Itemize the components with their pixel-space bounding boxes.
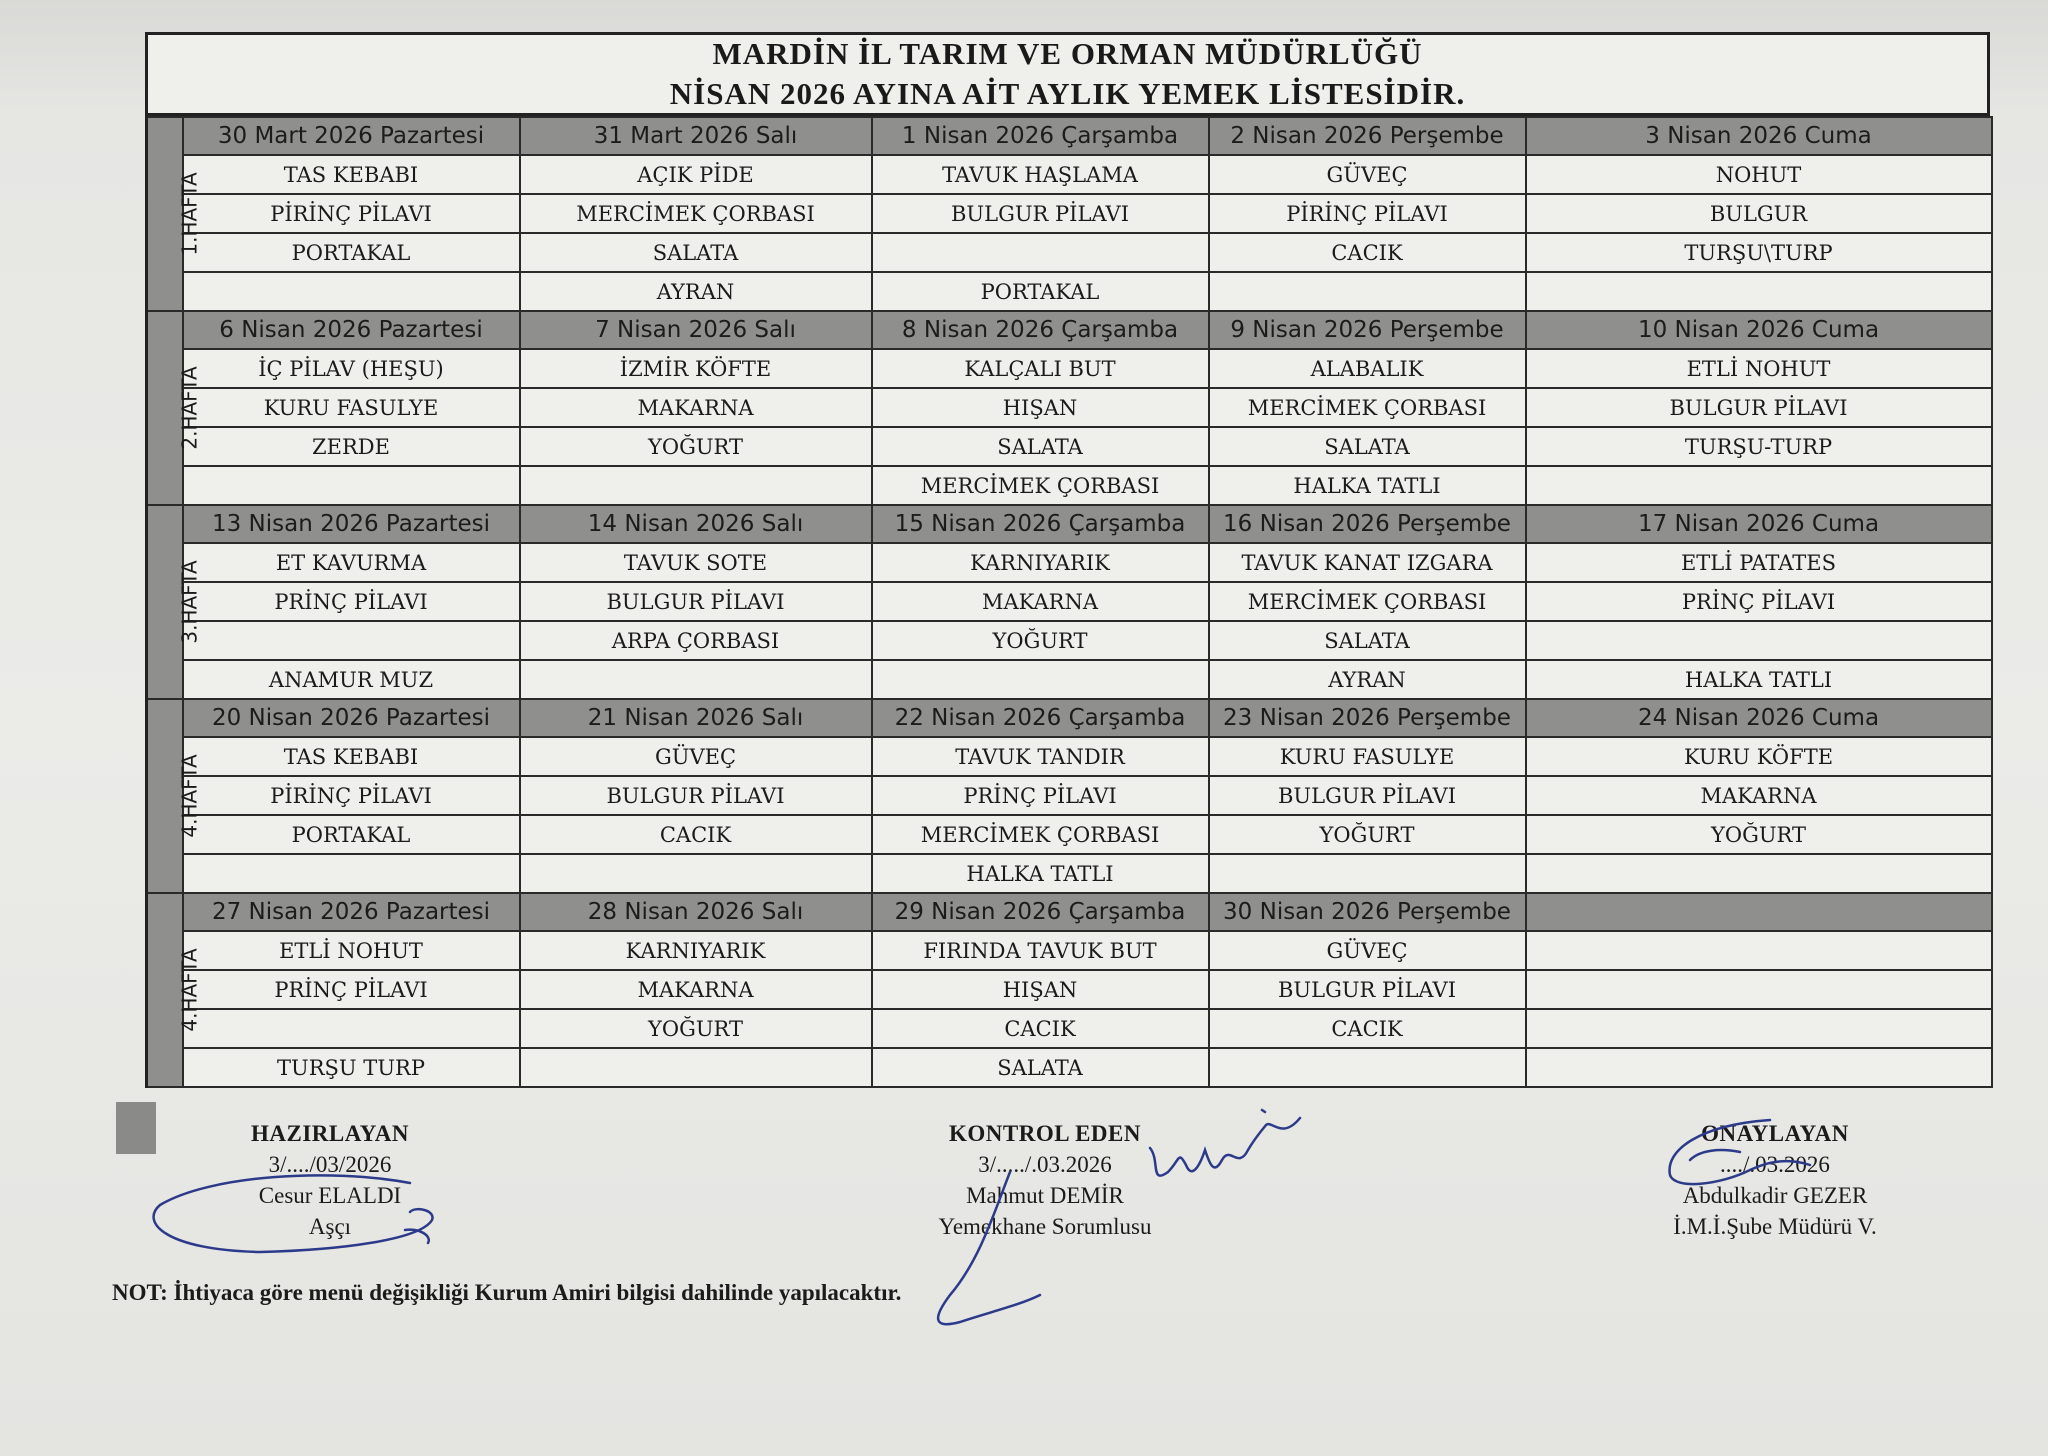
- week-label-cell: [147, 505, 202, 699]
- prepared-role: HAZIRLAYAN: [251, 1121, 409, 1146]
- week-label-cell: [147, 117, 202, 311]
- menu-item: [183, 854, 520, 893]
- menu-row: [147, 854, 1992, 893]
- menu-item: İZMİR KÖFTE: [520, 349, 872, 388]
- menu-item: SALATA: [1209, 427, 1526, 466]
- menu-item: PORTAKAL: [183, 233, 520, 272]
- menu-sheet: [145, 32, 1990, 1088]
- menu-item: HALKA TATLI: [1209, 466, 1526, 505]
- menu-item: ET KAVURMA: [183, 543, 520, 582]
- day-header: 29 Nisan 2026 Çarşamba: [872, 893, 1209, 931]
- menu-item: [1526, 931, 1992, 970]
- day-header: 28 Nisan 2026 Salı: [520, 893, 872, 931]
- menu-item: HIŞAN: [872, 970, 1209, 1009]
- menu-item: GÜVEÇ: [1209, 931, 1526, 970]
- menu-item: PRİNÇ PİLAVI: [183, 970, 520, 1009]
- menu-item: İÇ PİLAV (HEŞU): [183, 349, 520, 388]
- menu-item: PİRİNÇ PİLAVI: [1209, 194, 1526, 233]
- menu-item: [1209, 272, 1526, 311]
- menu-row: [147, 155, 1992, 194]
- prepared-title: Aşçı: [308, 1214, 352, 1239]
- menu-row: [147, 427, 1992, 466]
- menu-row: [147, 931, 1992, 970]
- week-label: 3.HAFTA: [177, 560, 202, 644]
- menu-item: BULGUR PİLAVI: [1209, 970, 1526, 1009]
- checked-name: Mahmut DEMİR: [966, 1183, 1124, 1208]
- day-header: 6 Nisan 2026 Pazartesi: [183, 311, 520, 349]
- menu-item: CACIK: [520, 815, 872, 854]
- menu-item: BULGUR PİLAVI: [520, 776, 872, 815]
- menu-item: PORTAKAL: [183, 815, 520, 854]
- menu-item: ARPA ÇORBASI: [520, 621, 872, 660]
- menu-item: [1526, 621, 1992, 660]
- menu-item: TURŞU TURP: [183, 1048, 520, 1087]
- menu-item: PRİNÇ PİLAVI: [183, 582, 520, 621]
- menu-row: [147, 621, 1992, 660]
- menu-item: TAVUK TANDIR: [872, 737, 1209, 776]
- menu-item: MAKARNA: [520, 970, 872, 1009]
- menu-item: MERCİMEK ÇORBASI: [872, 815, 1209, 854]
- day-header: 21 Nisan 2026 Salı: [520, 699, 872, 737]
- menu-item: AYRAN: [1209, 660, 1526, 699]
- menu-item: [872, 233, 1209, 272]
- day-header: 7 Nisan 2026 Salı: [520, 311, 872, 349]
- menu-row: [147, 194, 1992, 233]
- menu-item: CACIK: [872, 1009, 1209, 1048]
- menu-item: KURU FASULYE: [183, 388, 520, 427]
- menu-item: [1526, 1009, 1992, 1048]
- menu-item: [183, 621, 520, 660]
- day-header: 13 Nisan 2026 Pazartesi: [183, 505, 520, 543]
- menu-row: [147, 1048, 1992, 1087]
- menu-item: PORTAKAL: [872, 272, 1209, 311]
- menu-table: [145, 116, 1993, 1088]
- week-header-row: [147, 117, 1992, 155]
- day-header: 15 Nisan 2026 Çarşamba: [872, 505, 1209, 543]
- menu-item: MERCİMEK ÇORBASI: [872, 466, 1209, 505]
- menu-item: HIŞAN: [872, 388, 1209, 427]
- menu-item: PİRİNÇ PİLAVI: [183, 194, 520, 233]
- menu-item: TAS KEBABI: [183, 155, 520, 194]
- menu-item: YOĞURT: [1526, 815, 1992, 854]
- checked-title: Yemekhane Sorumlusu: [938, 1214, 1152, 1239]
- checked-by-block: [905, 1118, 1185, 1242]
- week-header-row: [147, 311, 1992, 349]
- menu-item: SALATA: [872, 427, 1209, 466]
- menu-item: BULGUR PİLAVI: [872, 194, 1209, 233]
- menu-item: [1526, 854, 1992, 893]
- menu-row: [147, 660, 1992, 699]
- day-header: 2 Nisan 2026 Perşembe: [1209, 117, 1526, 155]
- menu-item: [1526, 970, 1992, 1009]
- approved-by-block: [1630, 1118, 1920, 1242]
- menu-item: MAKARNA: [1526, 776, 1992, 815]
- menu-row: [147, 349, 1992, 388]
- day-header: 30 Nisan 2026 Perşembe: [1209, 893, 1526, 931]
- menu-item: SALATA: [520, 233, 872, 272]
- menu-item: PRİNÇ PİLAVI: [872, 776, 1209, 815]
- title-line-2: NİSAN 2026 AYINA AİT AYLIK YEMEK LİSTESİDİR.: [669, 76, 1466, 111]
- approved-name: Abdulkadir GEZER: [1682, 1183, 1868, 1208]
- menu-item: HALKA TATLI: [872, 854, 1209, 893]
- day-header: 27 Nisan 2026 Pazartesi: [183, 893, 520, 931]
- footer-note: NOT: İhtiyaca göre menü değişikliği Kurum Amiri bilgisi dahilinde yapılacaktır.: [112, 1280, 902, 1305]
- menu-row: [147, 815, 1992, 854]
- day-header: 24 Nisan 2026 Cuma: [1526, 699, 1992, 737]
- menu-item: MERCİMEK ÇORBASI: [1209, 582, 1526, 621]
- menu-item: ZERDE: [183, 427, 520, 466]
- menu-item: [1526, 466, 1992, 505]
- prepared-by-block: [200, 1118, 460, 1242]
- checked-role: KONTROL EDEN: [949, 1121, 1141, 1146]
- menu-row: [147, 543, 1992, 582]
- menu-item: ETLİ PATATES: [1526, 543, 1992, 582]
- menu-item: BULGUR PİLAVI: [1209, 776, 1526, 815]
- menu-item: NOHUT: [1526, 155, 1992, 194]
- week-header-row: [147, 699, 1992, 737]
- checked-date: 3/...../.03.2026: [978, 1152, 1112, 1177]
- menu-item: [183, 1009, 520, 1048]
- menu-item: MERCİMEK ÇORBASI: [1209, 388, 1526, 427]
- menu-row: [147, 466, 1992, 505]
- menu-item: TURŞU-TURP: [1526, 427, 1992, 466]
- week-label-cell: [147, 893, 202, 1087]
- menu-row: [147, 582, 1992, 621]
- menu-row: [147, 272, 1992, 311]
- menu-item: AYRAN: [520, 272, 872, 311]
- menu-item: GÜVEÇ: [520, 737, 872, 776]
- day-header: 8 Nisan 2026 Çarşamba: [872, 311, 1209, 349]
- menu-item: MAKARNA: [872, 582, 1209, 621]
- menu-item: MAKARNA: [520, 388, 872, 427]
- menu-row: [147, 233, 1992, 272]
- approved-role: ONAYLAYAN: [1701, 1121, 1849, 1146]
- menu-item: KARNIYARIK: [520, 931, 872, 970]
- menu-item: [1526, 272, 1992, 311]
- menu-item: [520, 1048, 872, 1087]
- menu-item: [1526, 1048, 1992, 1087]
- menu-item: KURU KÖFTE: [1526, 737, 1992, 776]
- day-header: 20 Nisan 2026 Pazartesi: [183, 699, 520, 737]
- week-header-row: [147, 893, 1992, 931]
- menu-item: ALABALIK: [1209, 349, 1526, 388]
- week-label: 1.HAFTA: [177, 172, 202, 256]
- menu-item: YOĞURT: [520, 427, 872, 466]
- menu-item: TURŞU\TURP: [1526, 233, 1992, 272]
- menu-item: [520, 466, 872, 505]
- menu-item: YOĞURT: [520, 1009, 872, 1048]
- menu-item: [1209, 854, 1526, 893]
- title-line-1: MARDİN İL TARIM VE ORMAN MÜDÜRLÜĞÜ: [712, 36, 1423, 71]
- day-header: 1 Nisan 2026 Çarşamba: [872, 117, 1209, 155]
- menu-item: [183, 466, 520, 505]
- day-header: 31 Mart 2026 Salı: [520, 117, 872, 155]
- menu-item: [1209, 1048, 1526, 1087]
- menu-item: BULGUR PİLAVI: [520, 582, 872, 621]
- menu-item: MERCİMEK ÇORBASI: [520, 194, 872, 233]
- menu-item: ETLİ NOHUT: [183, 931, 520, 970]
- menu-item: TAVUK SOTE: [520, 543, 872, 582]
- menu-item: GÜVEÇ: [1209, 155, 1526, 194]
- approved-date: ..../.03.2026: [1720, 1152, 1830, 1177]
- day-header: 17 Nisan 2026 Cuma: [1526, 505, 1992, 543]
- menu-item: ETLİ NOHUT: [1526, 349, 1992, 388]
- menu-item: [520, 660, 872, 699]
- day-header: 3 Nisan 2026 Cuma: [1526, 117, 1992, 155]
- menu-row: [147, 1009, 1992, 1048]
- menu-item: KALÇALI BUT: [872, 349, 1209, 388]
- week-label-cell: [147, 311, 202, 505]
- menu-item: SALATA: [1209, 621, 1526, 660]
- week-label: 4.HAFTA: [177, 948, 202, 1032]
- menu-item: CACIK: [1209, 233, 1526, 272]
- menu-item: FIRINDA TAVUK BUT: [872, 931, 1209, 970]
- prepared-date: 3/..../03/2026: [268, 1152, 392, 1177]
- day-header: 16 Nisan 2026 Perşembe: [1209, 505, 1526, 543]
- signature-area: [0, 1118, 2048, 1238]
- menu-item: PİRİNÇ PİLAVI: [183, 776, 520, 815]
- approved-title: İ.M.İ.Şube Müdürü V.: [1673, 1214, 1877, 1239]
- menu-item: ANAMUR MUZ: [183, 660, 520, 699]
- day-header: 22 Nisan 2026 Çarşamba: [872, 699, 1209, 737]
- day-header: 9 Nisan 2026 Perşembe: [1209, 311, 1526, 349]
- menu-item: PRİNÇ PİLAVI: [1526, 582, 1992, 621]
- menu-item: YOĞURT: [1209, 815, 1526, 854]
- day-header: 23 Nisan 2026 Perşembe: [1209, 699, 1526, 737]
- menu-item: AÇIK PİDE: [520, 155, 872, 194]
- menu-row: [147, 388, 1992, 427]
- menu-item: HALKA TATLI: [1526, 660, 1992, 699]
- menu-item: BULGUR: [1526, 194, 1992, 233]
- menu-item: [183, 272, 520, 311]
- menu-item: KURU FASULYE: [1209, 737, 1526, 776]
- document-title: [145, 32, 1990, 116]
- menu-item: YOĞURT: [872, 621, 1209, 660]
- prepared-name: Cesur ELALDI: [258, 1183, 402, 1208]
- menu-row: [147, 970, 1992, 1009]
- day-header: 14 Nisan 2026 Salı: [520, 505, 872, 543]
- menu-item: SALATA: [872, 1048, 1209, 1087]
- menu-item: [520, 854, 872, 893]
- menu-item: TAVUK HAŞLAMA: [872, 155, 1209, 194]
- menu-item: TAS KEBABI: [183, 737, 520, 776]
- day-header: 30 Mart 2026 Pazartesi: [183, 117, 520, 155]
- menu-item: [872, 660, 1209, 699]
- week-label: 2.HAFTA: [177, 366, 202, 450]
- menu-row: [147, 776, 1992, 815]
- day-header: [1526, 893, 1992, 931]
- menu-item: CACIK: [1209, 1009, 1526, 1048]
- week-label: 4.HAFTA: [177, 754, 202, 838]
- week-header-row: [147, 505, 1992, 543]
- menu-item: TAVUK KANAT IZGARA: [1209, 543, 1526, 582]
- day-header: 10 Nisan 2026 Cuma: [1526, 311, 1992, 349]
- week-label-cell: [147, 699, 202, 893]
- menu-item: BULGUR PİLAVI: [1526, 388, 1992, 427]
- menu-row: [147, 737, 1992, 776]
- menu-item: KARNIYARIK: [872, 543, 1209, 582]
